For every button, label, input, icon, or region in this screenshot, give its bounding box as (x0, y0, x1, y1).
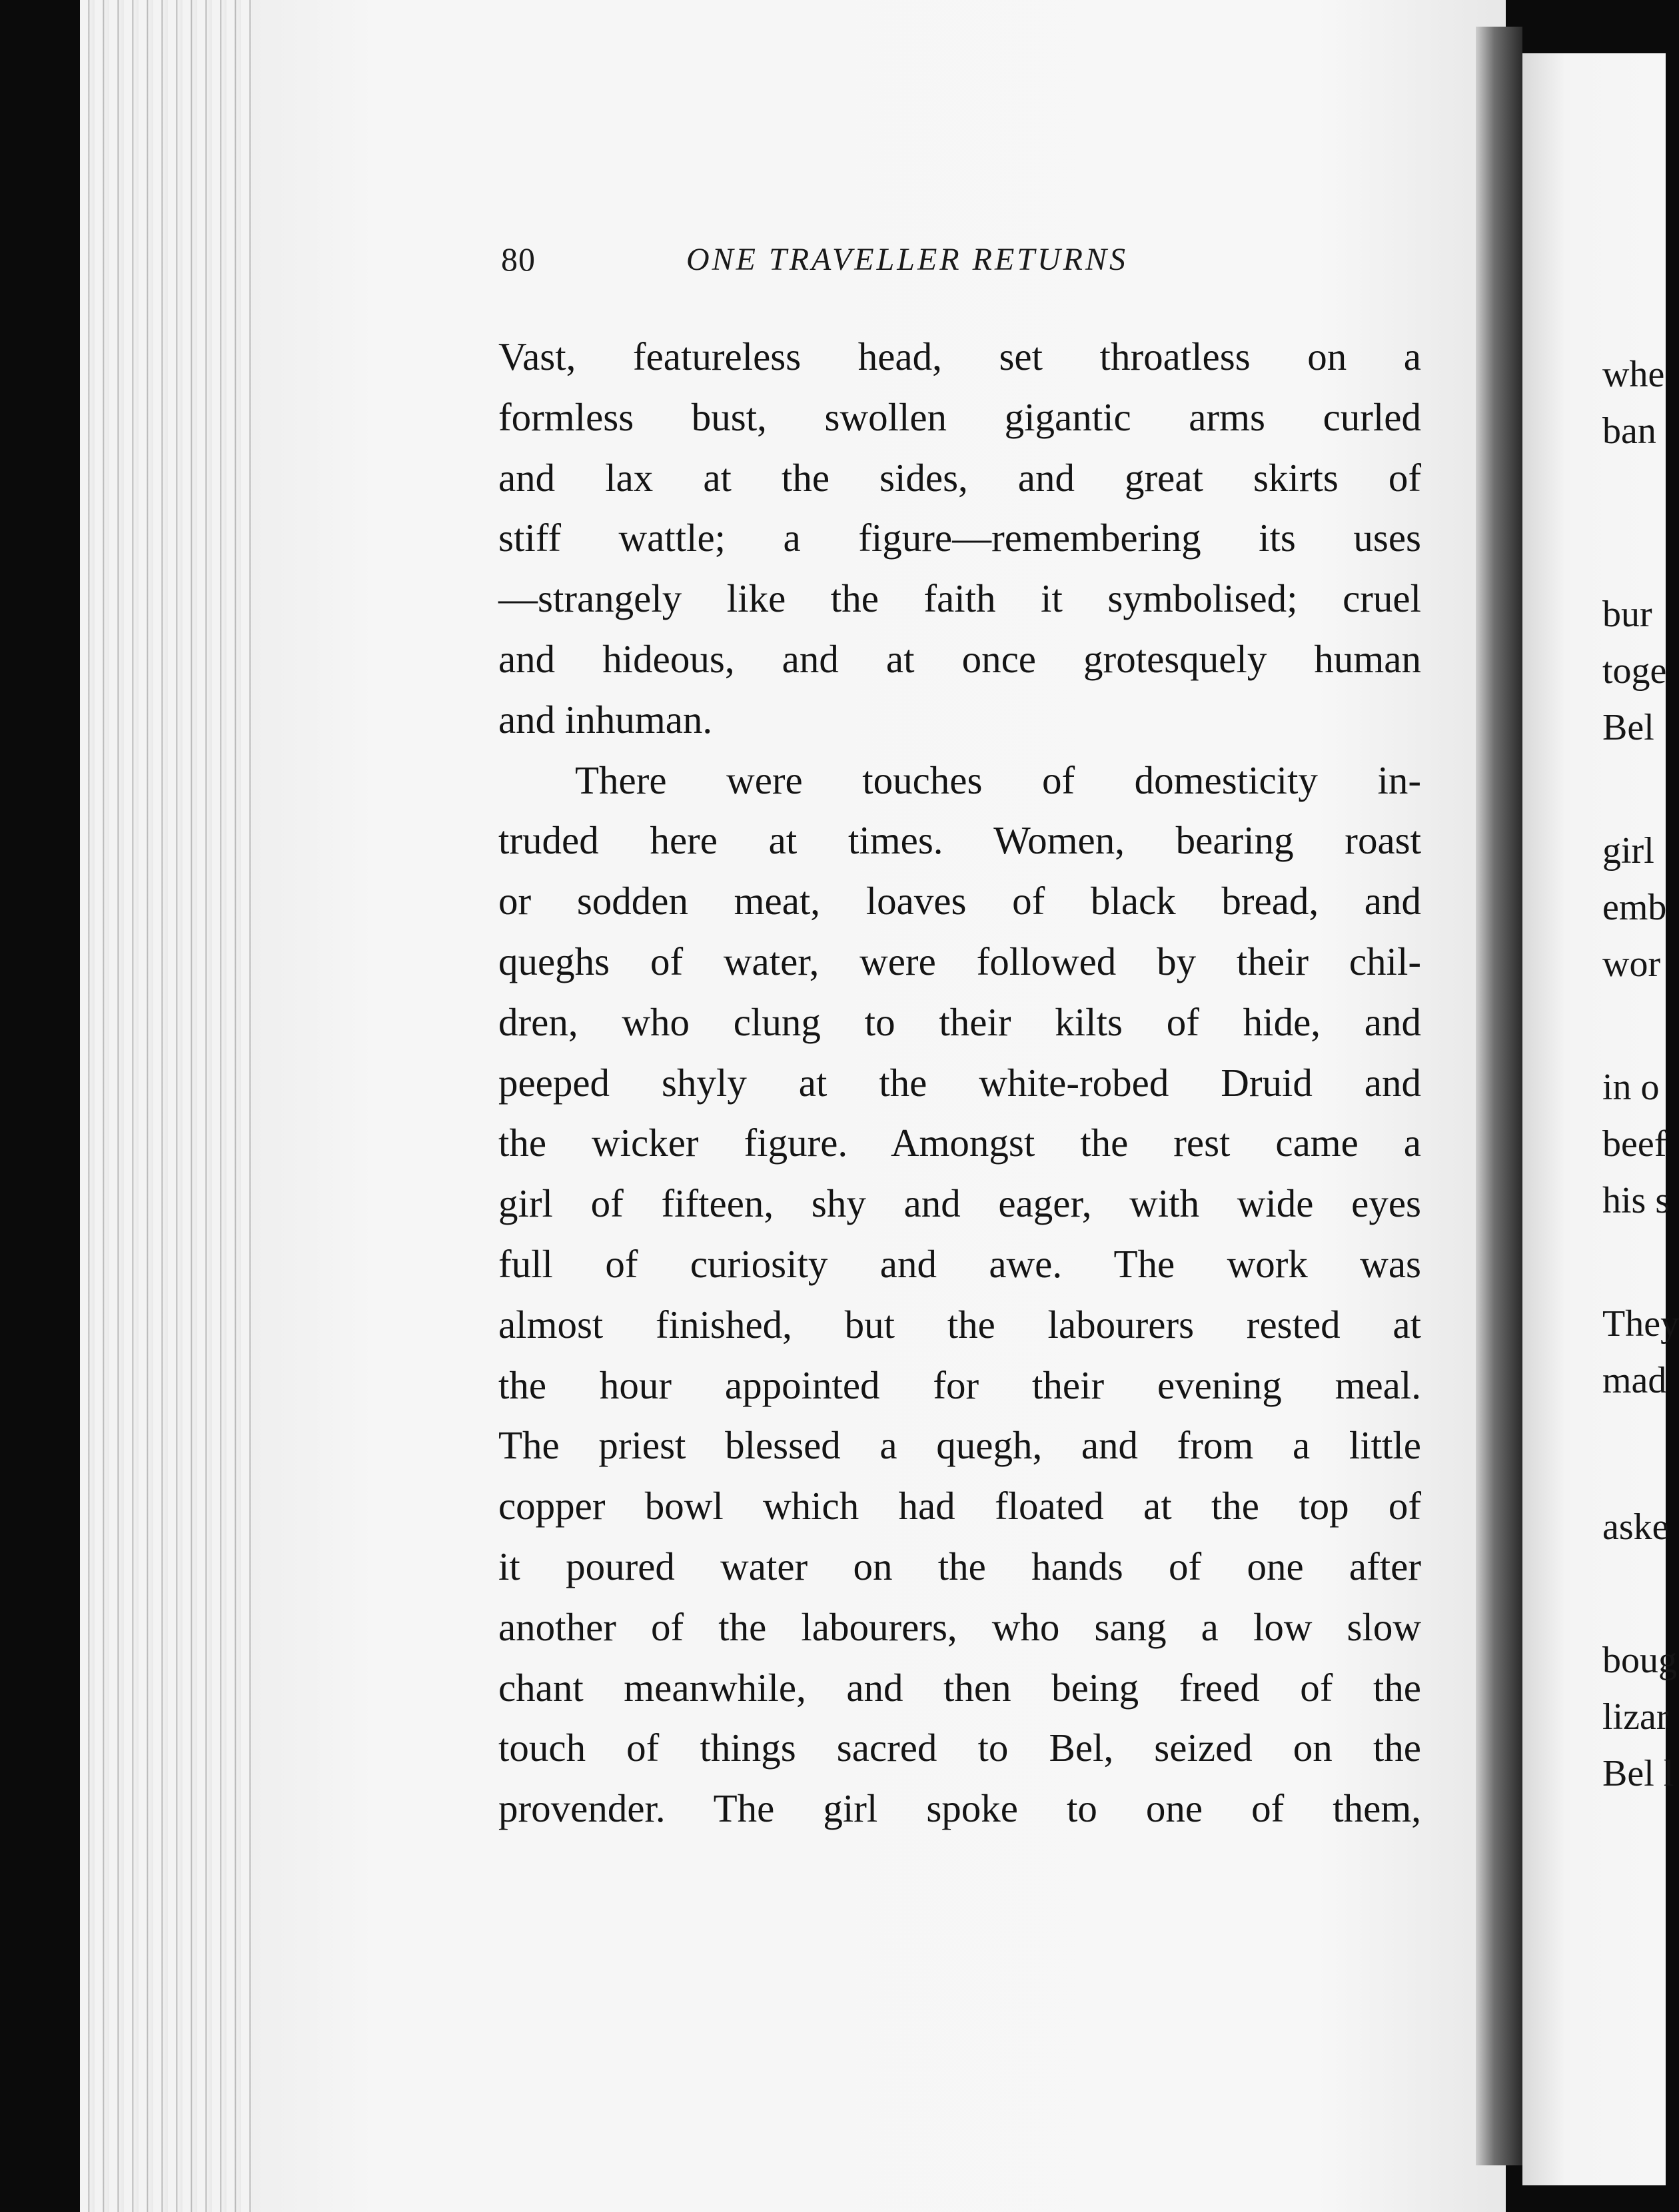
text-line: peeped shyly at the white-robed Druid and (498, 1060, 1421, 1105)
facing-fragment: They (1602, 1303, 1679, 1345)
text-line: the hour appointed for their evening meal. (498, 1363, 1421, 1407)
text-line: The priest blessed a quegh, and from a little (498, 1423, 1421, 1468)
text-line: truded here at times. Women, bearing roast (498, 818, 1421, 863)
facing-fragment: toge (1602, 650, 1667, 692)
text-line: and inhuman. (498, 697, 713, 742)
facing-fragment: mad (1602, 1360, 1667, 1401)
text-line: Vast, featureless head, set throatless on a (498, 334, 1421, 378)
text-line: There were touches of domesticity in- (575, 758, 1421, 802)
facing-fragment: whe (1602, 354, 1665, 395)
text-line: touch of things sacred to Bel, seized on the (498, 1726, 1421, 1770)
text-line: and lax at the sides, and great skirts of (498, 455, 1421, 500)
facing-fragment: lizar (1602, 1696, 1669, 1738)
text-line: girl of fifteen, shy and eager, with wide eyes (498, 1181, 1421, 1226)
facing-fragment: girl (1602, 830, 1654, 871)
text-line: queghs of water, were followed by their chil- (498, 939, 1421, 983)
text-line: provender. The girl spoke to one of them, (498, 1786, 1421, 1831)
facing-fragment: wor (1602, 943, 1661, 985)
facing-fragment: aske (1602, 1506, 1669, 1548)
facing-fragment: Bel l (1602, 1753, 1674, 1794)
text-line: formless bust, swollen gigantic arms curled (498, 394, 1421, 439)
facing-fragment: emb (1602, 887, 1667, 928)
facing-fragment: ban (1602, 410, 1656, 452)
text-line: copper bowl which had floated at the top of (498, 1484, 1421, 1528)
facing-fragment: in o (1602, 1067, 1660, 1108)
text-line: the wicker figure. Amongst the rest came a (498, 1121, 1421, 1165)
text-line: it poured water on the hands of one after (498, 1544, 1421, 1588)
text-line: —strangely like the faith it symbolised; cruel (498, 576, 1421, 621)
text-line: almost finished, but the labourers rested at (498, 1302, 1421, 1347)
text-line: and hideous, and at once grotesquely human (498, 636, 1421, 681)
page-edges (80, 0, 253, 2212)
text-line: stiff wattle; a figure—remembering its uses (498, 516, 1421, 560)
text-line: dren, who clung to their kilts of hide, and (498, 999, 1421, 1044)
text-line: full of curiosity and awe. The work was (498, 1241, 1421, 1286)
facing-fragment: bur (1602, 594, 1652, 635)
facing-fragment: his s (1602, 1180, 1670, 1221)
text-line: another of the labourers, who sang a low slow (498, 1604, 1421, 1649)
text-line: or sodden meat, loaves of black bread, and (498, 879, 1421, 923)
facing-fragment: Bel (1602, 707, 1654, 748)
page-number: 80 (501, 241, 536, 278)
book-gutter (1476, 27, 1522, 2165)
facing-fragment: boug (1602, 1640, 1677, 1681)
running-head: ONE TRAVELLER RETURNS (686, 242, 1128, 277)
body-text (498, 326, 1421, 1839)
facing-page (1522, 53, 1679, 2185)
facing-fragment: beef (1602, 1123, 1667, 1165)
text-line: chant meanwhile, and then being freed of the (498, 1665, 1421, 1710)
